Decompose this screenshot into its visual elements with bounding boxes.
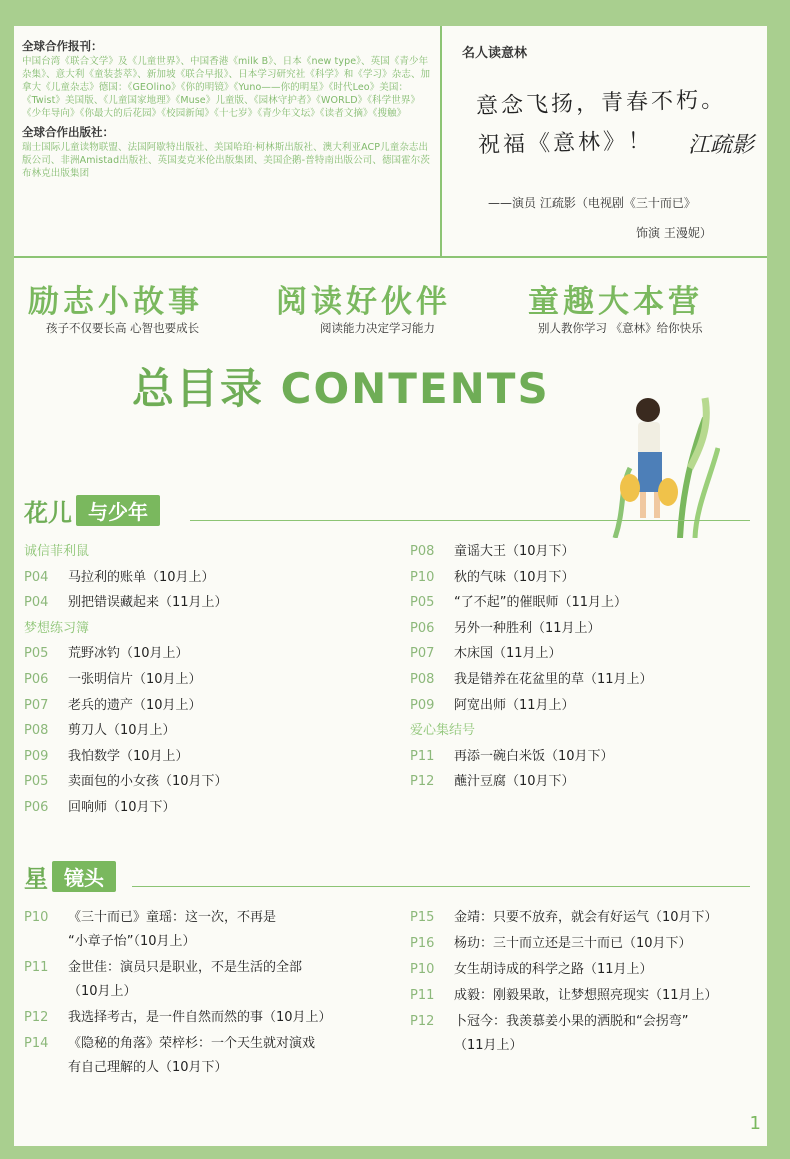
section-title: 星: [24, 864, 48, 893]
entry-title-continued: 有自己理解的人（10月下）: [68, 1060, 228, 1075]
entry-title: 阿宽出师（11月上）: [454, 697, 575, 713]
entry-title: 《隐秘的角落》荣梓杉：一个天生就对演戏: [68, 1036, 316, 1051]
slogan-title: 童趣大本营: [528, 284, 703, 320]
credit-line-1: ——演员 江疏影（电视剧《三十而已》: [488, 196, 696, 210]
publishers-list: 瑞士国际儿童读物联盟、法国阿歇特出版社、美国哈珀·柯林斯出版社、澳大利亚ACP儿童杂志出版公司、非洲Amistad出版社、英国麦克米伦出版集团、美国企鹅-普特南出版公司、德国霍尔茨布林克出版集团: [22, 142, 430, 179]
section-tag: 与少年: [76, 495, 160, 526]
partners-box: [14, 26, 440, 256]
toc-entry: [410, 696, 575, 716]
page-ref: P11: [24, 960, 49, 975]
toc-entry: [410, 670, 653, 690]
entry-title: 童谣大王（10月下）: [454, 544, 575, 559]
page-ref: P10: [410, 569, 435, 585]
toc-entry: [24, 958, 302, 978]
page-ref: P15: [410, 910, 435, 925]
toc-entry: [410, 986, 718, 1006]
girl-illustration: [610, 388, 720, 538]
toc-category: [24, 619, 89, 639]
toc-entry: [24, 721, 176, 741]
entry-title: 荒野冰钓（10月上）: [68, 646, 189, 662]
toc-entry: [24, 593, 228, 613]
entry-title: 《三十而已》童瑶：这一次，不再是: [68, 910, 277, 925]
category-label: 爱心集结号: [410, 723, 476, 739]
entry-title: 金靖：只要不放弃，就会有好运气（10月下）: [454, 910, 718, 925]
divider: [190, 520, 750, 521]
entry-title: 回响师（10月下）: [68, 800, 176, 815]
contents-page: [14, 26, 767, 1146]
slogan-subtitle: 阅读能力决定学习能力: [320, 321, 435, 335]
entry-title: “了不起”的催眠师（11月上）: [454, 595, 628, 611]
toc-entry: [410, 960, 653, 980]
entry-title: 老兵的遗产（10月上）: [68, 697, 202, 713]
page-ref: P08: [24, 723, 49, 739]
page-ref: P04: [24, 569, 49, 585]
entry-title: 成毅：刚毅果敢，让梦想照亮现实（11月上）: [454, 988, 718, 1003]
toc-entry: [24, 670, 202, 690]
celebrity-title: 名人读意林: [462, 46, 528, 61]
toc-entry: [24, 772, 228, 792]
contents-title: 总目录 CONTENTS: [132, 364, 550, 413]
entry-title: 蘸汁豆腐（10月下）: [454, 774, 575, 790]
section-header-flowers: [24, 496, 160, 527]
entry-title: 再添一碗白米饭（10月下）: [454, 748, 614, 764]
section-header-star: [24, 862, 116, 893]
entry-title: 另外一种胜利（11月上）: [454, 620, 601, 636]
toc-entry: [24, 696, 202, 716]
celebrity-box: [448, 26, 767, 256]
entry-title: 杨玏：三十而立还是三十而已（10月下）: [454, 936, 692, 951]
page-ref: P05: [24, 646, 49, 662]
entry-title-continued: （11月上）: [454, 1038, 523, 1053]
slogan-title: 励志小故事: [28, 284, 203, 320]
toc-entry: [24, 747, 189, 767]
toc-entry: [410, 644, 562, 664]
page-ref: P11: [410, 988, 435, 1003]
toc-entry: [410, 772, 575, 792]
page-ref: P10: [24, 910, 49, 925]
toc-entry: [410, 568, 575, 588]
toc-entry: [410, 542, 575, 562]
entry-title: 我是错养在花盆里的草（11月上）: [454, 672, 653, 687]
entry-title: 马拉利的账单（10月上）: [68, 569, 215, 585]
entry-title: 我怕数学（10月上）: [68, 748, 189, 764]
category-label: 诚信菲利鼠: [24, 544, 90, 559]
entry-title: 别把错误藏起来（11月上）: [68, 595, 228, 611]
entry-title: 卖面包的小女孩（10月下）: [68, 774, 228, 790]
toc-category: [24, 542, 89, 562]
slogan-subtitle: 别人教你学习 《意林》给你快乐: [538, 321, 703, 335]
page-ref: P14: [24, 1036, 49, 1051]
page-ref: P09: [24, 748, 49, 764]
divider: [132, 886, 750, 887]
page-ref: P12: [410, 774, 435, 790]
slogan-subtitle: 孩子不仅要长高 心智也要成长: [46, 321, 200, 335]
publishers-heading: 全球合作出版社：: [22, 125, 114, 139]
page-ref: P16: [410, 936, 435, 951]
toc-entry: [24, 644, 189, 664]
section-tag: 镜头: [52, 861, 116, 892]
slogan-title: 阅读好伙伴: [276, 284, 451, 320]
partners-list: 中国台湾《联合文学》及《儿童世界》、中国香港《milk B》、日本《new type》、英国《青少年杂集》、意大利《童装荟萃》、新加坡《联合早报》、日本学习研究社《科学》和《学习》杂志、加拿大《儿童杂志》德国：《GEOlino》《你的明镜》《Yuno——你的明星》《时代Leo》美国：《Twist》美国版、《儿童国家地理》《Muse》儿童版、《园林守护者》《WORLD》《科学世界》《少年导向》《你最大的后花园》《校园新闻》《十七岁》《青少年文坛》《读者文摘》《搜触》: [22, 56, 431, 119]
entry-title: 一张明信片（10月上）: [68, 672, 202, 687]
entry-title: 我选择考古，是一件自然而然的事（10月上）: [68, 1010, 332, 1025]
toc-entry: [410, 908, 718, 928]
handwritten-line-2: 祝福《意林》！: [477, 128, 654, 159]
category-label: 梦想练习簿: [24, 620, 90, 636]
toc-entry: [410, 619, 601, 639]
toc-category: [410, 721, 475, 741]
page-ref: P06: [410, 620, 435, 636]
page-ref: P12: [410, 1014, 435, 1029]
divider: [14, 256, 767, 258]
page-ref: P08: [410, 544, 435, 559]
page-ref: P10: [410, 962, 435, 977]
entry-title: 金世佳：演员只是职业，不是生活的全部: [68, 960, 303, 975]
signature: 江疏影: [688, 133, 755, 158]
page-ref: P09: [410, 697, 435, 713]
page-ref: P07: [24, 697, 49, 713]
page-ref: P06: [24, 672, 49, 687]
credit-line-2: 饰演 王漫妮）: [636, 226, 712, 240]
entry-title: 秋的气味（10月下）: [454, 569, 575, 585]
divider: [440, 26, 442, 256]
page-number: 1: [749, 1113, 761, 1134]
toc-entry: [410, 934, 692, 954]
page-ref: P04: [24, 595, 49, 611]
entry-title-continued: “小章子怡”（10月上）: [68, 934, 196, 949]
partners-heading: 全球合作报刊：: [22, 39, 103, 53]
entry-title: 女生胡诗成的科学之路（11月上）: [454, 962, 653, 977]
handwritten-line-1: 意念飞扬，青春不朽。: [475, 87, 727, 120]
toc-entry: [24, 798, 176, 818]
page-ref: P07: [410, 646, 435, 662]
page-ref: P11: [410, 748, 435, 764]
page-ref: P05: [24, 774, 49, 790]
section-title: 花儿: [24, 498, 72, 527]
toc-entry: [410, 747, 614, 767]
entry-title: 卜冠今：我羡慕姜小果的洒脱和“会拐弯”: [454, 1014, 689, 1029]
page-ref: P06: [24, 800, 49, 815]
entry-title: 木床国（11月上）: [454, 646, 562, 662]
entry-title-continued: （10月上）: [68, 984, 137, 999]
page-ref: P12: [24, 1010, 49, 1025]
page-ref: P05: [410, 595, 435, 611]
toc-entry: [24, 1034, 315, 1054]
entry-title: 剪刀人（10月上）: [68, 723, 176, 739]
toc-entry: [24, 1008, 332, 1028]
toc-entry: [410, 593, 627, 613]
toc-entry: [410, 1012, 688, 1032]
toc-entry: [24, 908, 276, 928]
toc-entry: [24, 568, 215, 588]
page-ref: P08: [410, 672, 435, 687]
